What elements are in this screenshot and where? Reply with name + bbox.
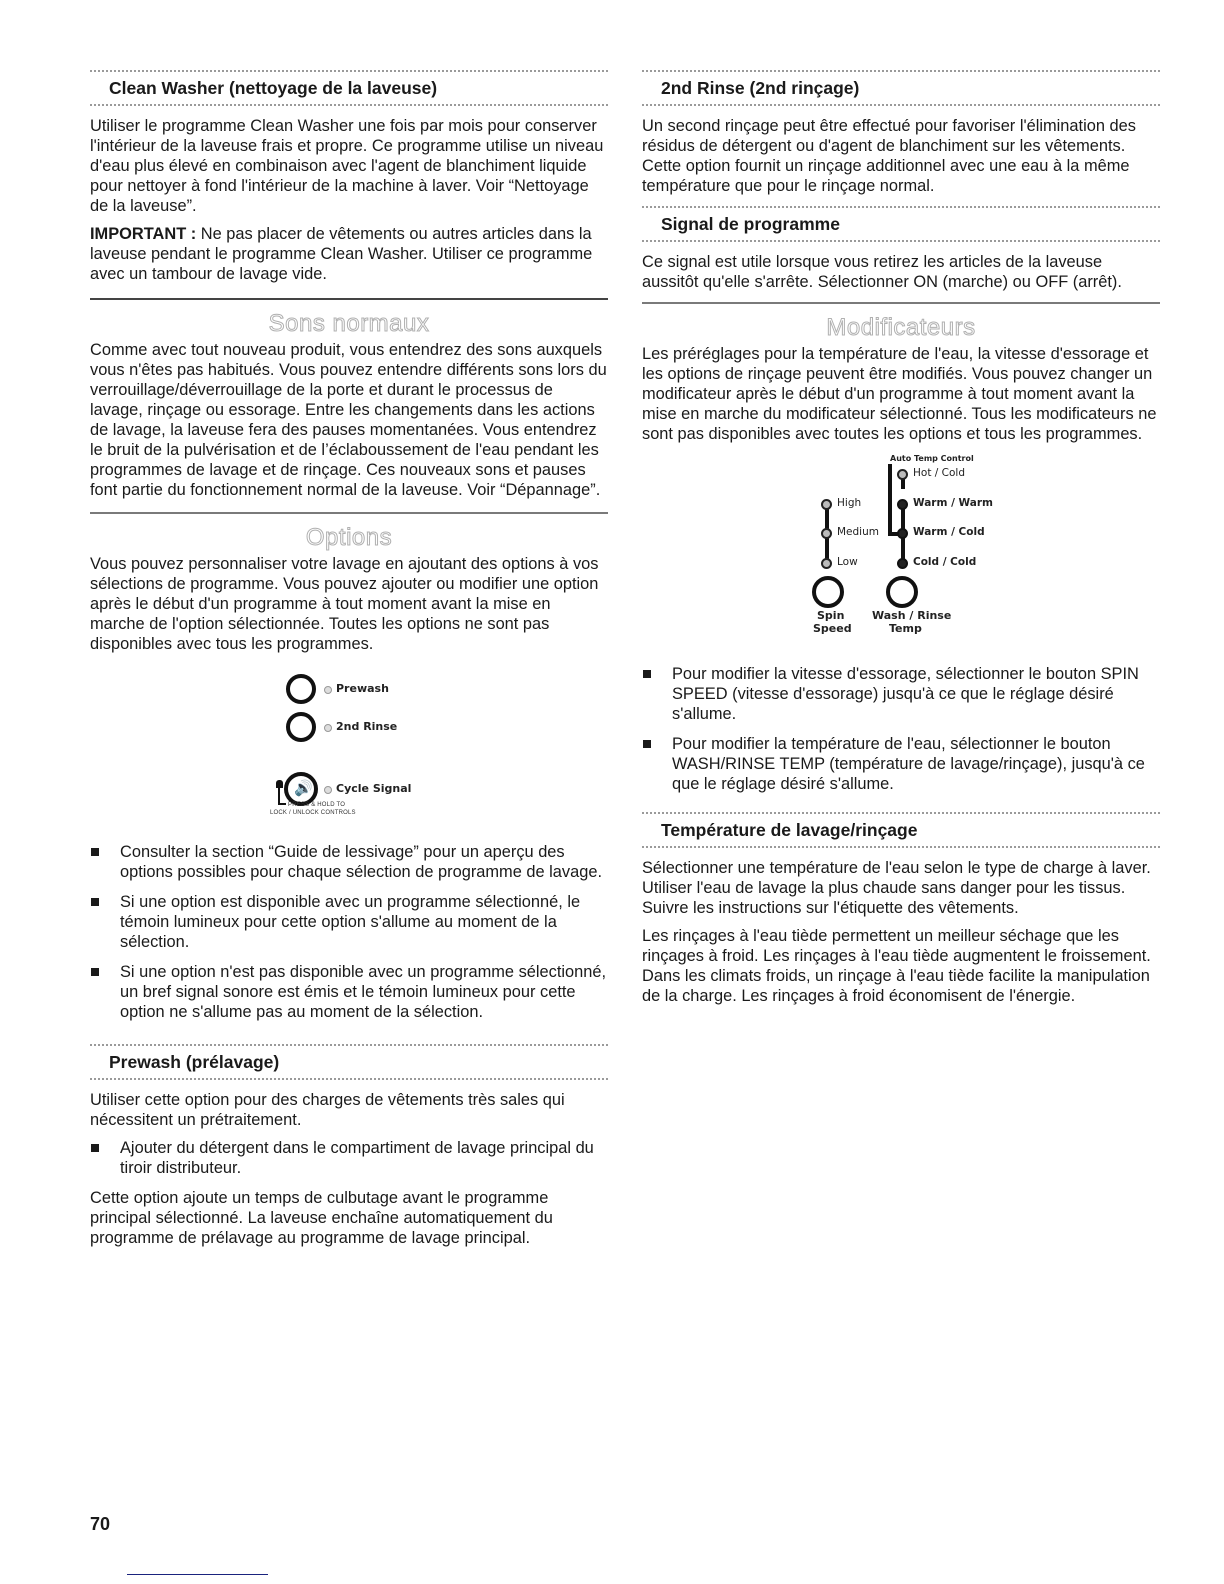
- second-rinse-button[interactable]: [286, 712, 316, 742]
- second-rinse-heading: 2nd Rinse (2nd rinçage): [661, 78, 860, 98]
- speaker-icon: 🔊: [294, 780, 313, 797]
- wash-rinse-temp-button[interactable]: [886, 576, 918, 608]
- options-bullets: [90, 842, 608, 1022]
- right-column: [642, 70, 1160, 1016]
- temp-warm-warm-led-icon: [897, 499, 908, 510]
- divider: [642, 104, 1160, 106]
- spin-label: Spin: [817, 609, 845, 622]
- modifiers-panel-figure: [642, 454, 1160, 654]
- prewash-label: Prewash: [336, 682, 389, 695]
- temp-hot-cold-label: Hot / Cold: [913, 467, 965, 479]
- options-text: Vous pouvez personnaliser votre lavage en ajoutant des options à vos sélections de programme. Vous pouvez ajouter ou modifier une option après le début d'un programme à tout moment avant la mise en marche de l'option sélectionnée. Toutes les options ne sont pas disponibles avec tous les programmes.: [90, 555, 599, 653]
- cycle-signal-section: [642, 206, 1160, 292]
- section-rule: [90, 298, 608, 300]
- temperature-heading: Température de lavage/rinçage: [661, 820, 918, 840]
- clean-washer-important: [90, 224, 608, 284]
- cycle-signal-label: Cycle Signal: [336, 782, 412, 795]
- temp-hot-cold-led-icon: [897, 469, 908, 480]
- prewash-heading: Prewash (prélavage): [109, 1052, 280, 1072]
- list-item: Ajouter du détergent dans le compartiment de lavage principal du tiroir distributeur.: [90, 1138, 608, 1178]
- temp-cold-cold-led-icon: [897, 558, 908, 569]
- prewash-text: Utiliser cette option pour des charges de vêtements très sales qui nécessitent un prétraitement.: [90, 1091, 565, 1129]
- spin-low-label: Low: [837, 556, 858, 568]
- options-title: Options: [305, 524, 393, 551]
- auto-temp-bracket: [888, 464, 892, 534]
- spin-speed-button[interactable]: [812, 576, 844, 608]
- spin-medium-label: Medium: [837, 526, 879, 538]
- temp-label: Temp: [889, 622, 922, 635]
- spin-high-label: High: [837, 497, 862, 509]
- page-number: 70: [90, 1514, 111, 1534]
- prewash-led-icon: [324, 686, 332, 694]
- prewash-bullets: [90, 1138, 608, 1178]
- section-rule: [90, 512, 608, 514]
- temperature-section: [642, 812, 1160, 1006]
- cycle-signal-text: Ce signal est utile lorsque vous retirez les articles de la laveuse aussitôt qu'elle s'arrête. Sélectionner ON (marche) ou OFF (arrêt).: [642, 253, 1122, 291]
- section-rule: [642, 302, 1160, 304]
- lock-bracket: [278, 787, 280, 804]
- lock-hint-line1: PRESS & HOLD TO: [288, 802, 346, 808]
- prewash-section: [90, 1044, 608, 1248]
- second-rinse-label: 2nd Rinse: [336, 720, 398, 733]
- divider: [90, 1078, 608, 1080]
- list-item: Si une option est disponible avec un programme sélectionné, le témoin lumineux pour cette option s'allume au moment de la sélection.: [90, 892, 608, 952]
- spin-low-led-icon: [821, 558, 832, 569]
- temp-warm-cold-led-icon: [897, 528, 908, 539]
- lock-bracket: [278, 803, 286, 805]
- second-rinse-text: Un second rinçage peut être effectué pour favoriser l'élimination des résidus de détergent ou d'agent de blanchiment sur les vêtements. Cette option fournit un rinçage additionnel avec une eau à la même température que pour le rinçage normal.: [642, 117, 1136, 195]
- temp-cold-cold-label: Cold / Cold: [913, 556, 977, 568]
- cycle-signal-heading: Signal de programme: [661, 214, 840, 234]
- modifiers-title: Modificateurs: [826, 314, 976, 341]
- important-label: IMPORTANT :: [90, 225, 197, 243]
- second-rinse-led-icon: [324, 724, 332, 732]
- list-item: Pour modifier la température de l'eau, sélectionner le bouton WASH/RINSE TEMP (température de lavage/rinçage), jusqu'à ce que le réglage désiré s'allume.: [642, 734, 1160, 794]
- speed-label: Speed: [813, 622, 852, 635]
- temperature-text-2: Les rinçages à l'eau tiède permettent un meilleur séchage que les rinçages à froid. Les rinçages à l'eau tiède augmentent le froissement. Dans les climats froids, un rinçage à l'eau tiède facilite la manipulation de la charge. Les rinçages à froid économisent de l'énergie.: [642, 927, 1151, 1005]
- clean-washer-section: [90, 70, 608, 284]
- footer-rule: [127, 1574, 268, 1575]
- divider: [642, 240, 1160, 242]
- modifiers-bullets: [642, 664, 1160, 794]
- list-item: Si une option n'est pas disponible avec un programme sélectionné, un bref signal sonore est émis et le témoin lumineux pour cette option ne s'allume pas au moment de la sélection.: [90, 962, 608, 1022]
- auto-temp-label: Auto Temp Control: [890, 454, 974, 463]
- prewash-text-2: Cette option ajoute un temps de culbutage avant le programme principal sélectionné. La laveuse enchaîne automatiquement du programme de prélavage au programme de lavage principal.: [90, 1189, 553, 1247]
- important-text: Ne pas placer de vêtements ou autres articles dans la laveuse pendant le programme Clean Washer. Utiliser ce programme avec un tambour de lavage vide.: [90, 225, 593, 283]
- options-panel-figure: [90, 662, 608, 832]
- list-item: Pour modifier la vitesse d'essorage, sélectionner le bouton SPIN SPEED (vitesse d'essorage) jusqu'à ce que le réglage désiré s'allume.: [642, 664, 1160, 724]
- prewash-button[interactable]: [286, 674, 316, 704]
- temp-warm-cold-label: Warm / Cold: [913, 526, 985, 538]
- lock-hint-line2: LOCK / UNLOCK CONTROLS: [270, 810, 356, 816]
- temperature-text: Sélectionner une température de l'eau selon le type de charge à laver. Utiliser l'eau de lavage la plus chaude sans danger pour les tissus. Suivre les instructions sur l'étiquette des vêtements.: [642, 859, 1151, 917]
- clean-washer-heading: Clean Washer (nettoyage de la laveuse): [109, 78, 438, 98]
- temp-warm-warm-label: Warm / Warm: [913, 497, 993, 509]
- cycle-signal-button[interactable]: [284, 772, 318, 806]
- wash-rinse-label: Wash / Rinse: [872, 609, 952, 622]
- modifiers-text: Les préréglages pour la température de l'eau, la vitesse d'essorage et les options de rinçage peuvent être modifiés. Vous pouvez changer un modificateur après le début d'un programme à tout moment avant la mise en marche du modificateur sélectionné. Tous les modificateurs ne sont pas disponibles avec toutes les options et tous les programmes.: [642, 345, 1157, 443]
- clean-washer-text: Utiliser le programme Clean Washer une fois par mois pour conserver l'intérieur de la laveuse frais et propre. Ce programme utilise un niveau d'eau plus élevé en combinaison avec l'agent de blanchiment liquide pour nettoyer à fond l'intérieur de la machine à laver. Voir “Nettoyage de la laveuse”.: [90, 117, 604, 215]
- left-column: [90, 70, 608, 1258]
- divider: [90, 104, 608, 106]
- list-item: Consulter la section “Guide de lessivage” pour un aperçu des options possibles pour chaque sélection de programme de lavage.: [90, 842, 608, 882]
- spin-high-led-icon: [821, 499, 832, 510]
- second-rinse-section: [642, 70, 1160, 196]
- normal-sounds-text: Comme avec tout nouveau produit, vous entendrez des sons auxquels vous n'êtes pas habitués. Vous pouvez entendre différents sons lors du verrouillage/déverrouillage de la porte et durant le processus de lavage, rinçage ou essorage. Entre les changements dans les actions de lavage, la laveuse fera des pauses momentanées. Vous entendrez le bruit de la pulvérisation et de l’éclaboussement de l'eau pendant les programmes de lavage et de rinçage. Ces nouveaux sons et pauses font partie du fonctionnement normal de la laveuse. Voir “Dépannage”.: [90, 341, 607, 499]
- cycle-signal-led-icon: [324, 786, 332, 794]
- divider: [642, 846, 1160, 848]
- normal-sounds-title: Sons normaux: [268, 310, 430, 337]
- spin-medium-led-icon: [821, 528, 832, 539]
